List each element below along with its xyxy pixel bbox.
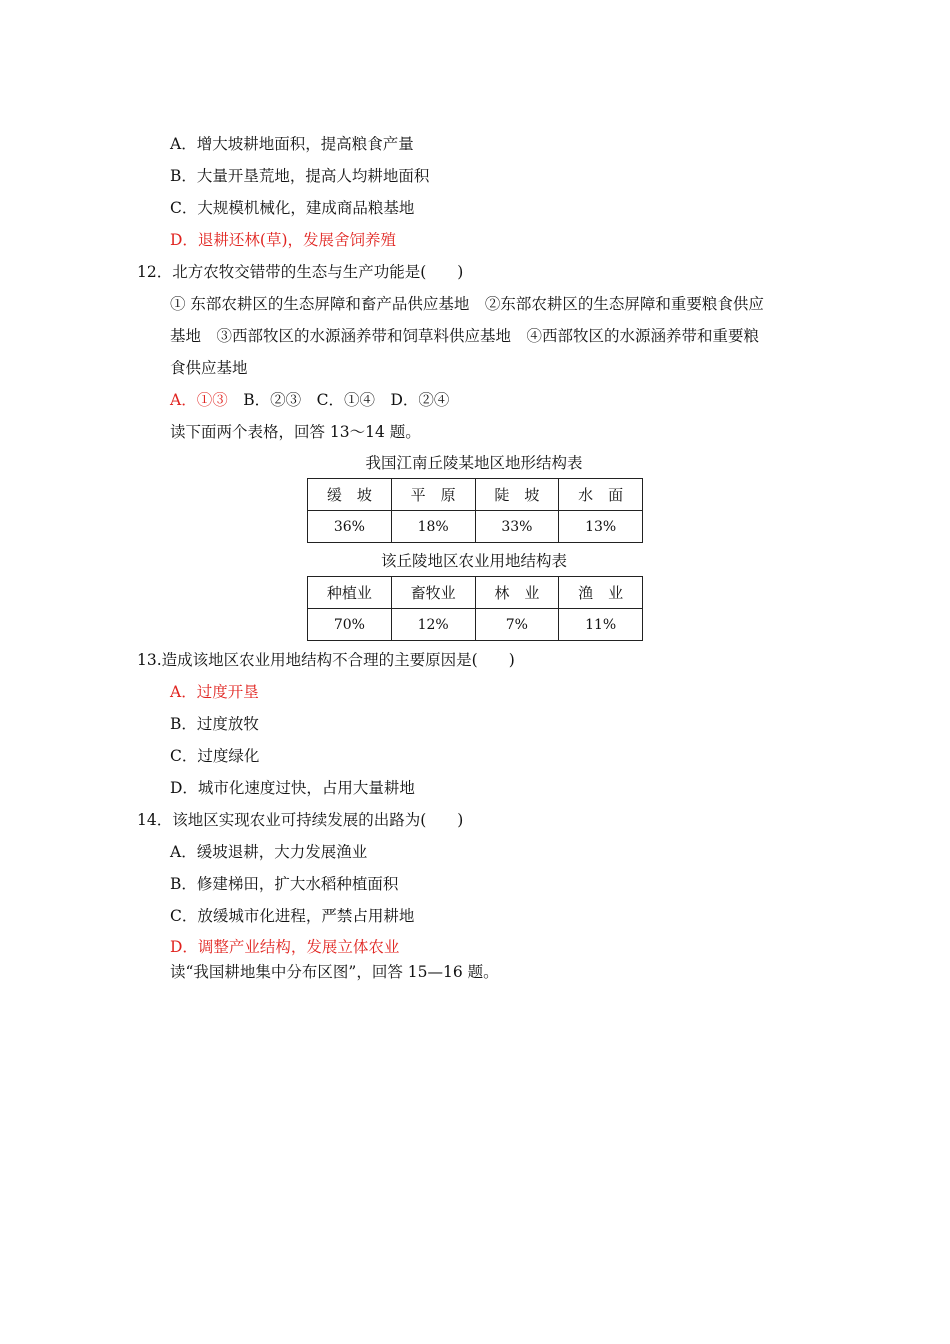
- q13-stem: 13.造成该地区农业用地结构不合理的主要原因是( ): [137, 651, 515, 669]
- table2-value-4: 11%: [559, 609, 643, 641]
- table-row: [308, 609, 643, 641]
- table2-header-3: 林 业: [475, 577, 559, 609]
- table2-header-4: 渔 业: [559, 577, 643, 609]
- q13-option-d: D．城市化速度过快，占用大量耕地: [170, 779, 415, 797]
- q14-option-c: C．放缓城市化进程，严禁占用耕地: [170, 907, 415, 925]
- q11-option-c: C．大规模机械化，建成商品粮基地: [170, 199, 415, 217]
- q13-option-b: B．过度放牧: [170, 715, 259, 733]
- table1-value-3: 33%: [475, 511, 559, 543]
- table1-header-2: 平 原: [391, 479, 475, 511]
- table-row: [308, 511, 643, 543]
- q11-option-b: B．大量开垦荒地，提高人均耕地面积: [170, 167, 430, 185]
- terrain-structure-table: [307, 478, 643, 543]
- intro-15-16: 读“我国耕地集中分布区图”，回答 15—16 题。: [170, 963, 499, 981]
- table2-title: 该丘陵地区农业用地结构表: [380, 552, 567, 570]
- q12-stem: 12．北方农牧交错带的生态与生产功能是( ): [137, 263, 464, 281]
- q14-option-d-answer: D．调整产业结构，发展立体农业: [170, 938, 400, 956]
- table2-value-1: 70%: [308, 609, 392, 641]
- table1-header-4: 水 面: [559, 479, 643, 511]
- q14-option-a: A．缓坡退耕，大力发展渔业: [170, 843, 368, 861]
- land-use-structure-table: [307, 576, 643, 641]
- table1-header-1: 缓 坡: [308, 479, 392, 511]
- q11-option-a: A．增大坡耕地面积，提高粮食产量: [170, 135, 414, 153]
- q14-option-b: B．修建梯田，扩大水稻种植面积: [170, 875, 399, 893]
- table1-header-3: 陡 坡: [475, 479, 559, 511]
- table1-value-1: 36%: [308, 511, 392, 543]
- q12-options-rest: B．②③ C．①④ D．②④: [227, 391, 450, 409]
- table2-value-2: 12%: [391, 609, 475, 641]
- q13-option-a-answer: A．过度开垦: [170, 683, 259, 701]
- table1-title: 我国江南丘陵某地区地形结构表: [365, 454, 583, 472]
- table-row: [308, 479, 643, 511]
- intro-13-14: 读下面两个表格，回答 13～14 题。: [170, 423, 421, 441]
- table1-value-2: 18%: [391, 511, 475, 543]
- q11-option-d-answer: D．退耕还林(草)，发展舍饲养殖: [170, 231, 397, 249]
- q14-stem: 14．该地区实现农业可持续发展的出路为( ): [137, 811, 464, 829]
- q12-items-line3: 食供应基地: [170, 359, 248, 377]
- q12-items-line2: 基地 ③西部牧区的水源涵养带和饲草料供应基地 ④西部牧区的水源涵养带和重要粮: [170, 327, 760, 345]
- q12-options: [170, 390, 449, 410]
- table2-header-2: 畜牧业: [391, 577, 475, 609]
- table2-value-3: 7%: [475, 609, 559, 641]
- q13-option-c: C．过度绿化: [170, 747, 260, 765]
- q12-option-a-answer: A．①③: [170, 391, 228, 409]
- table1-value-4: 13%: [559, 511, 643, 543]
- table2-header-1: 种植业: [308, 577, 392, 609]
- q12-items-line1: ① 东部农耕区的生态屏障和畜产品供应基地 ②东部农耕区的生态屏障和重要粮食供应: [170, 295, 764, 313]
- table-row: [308, 577, 643, 609]
